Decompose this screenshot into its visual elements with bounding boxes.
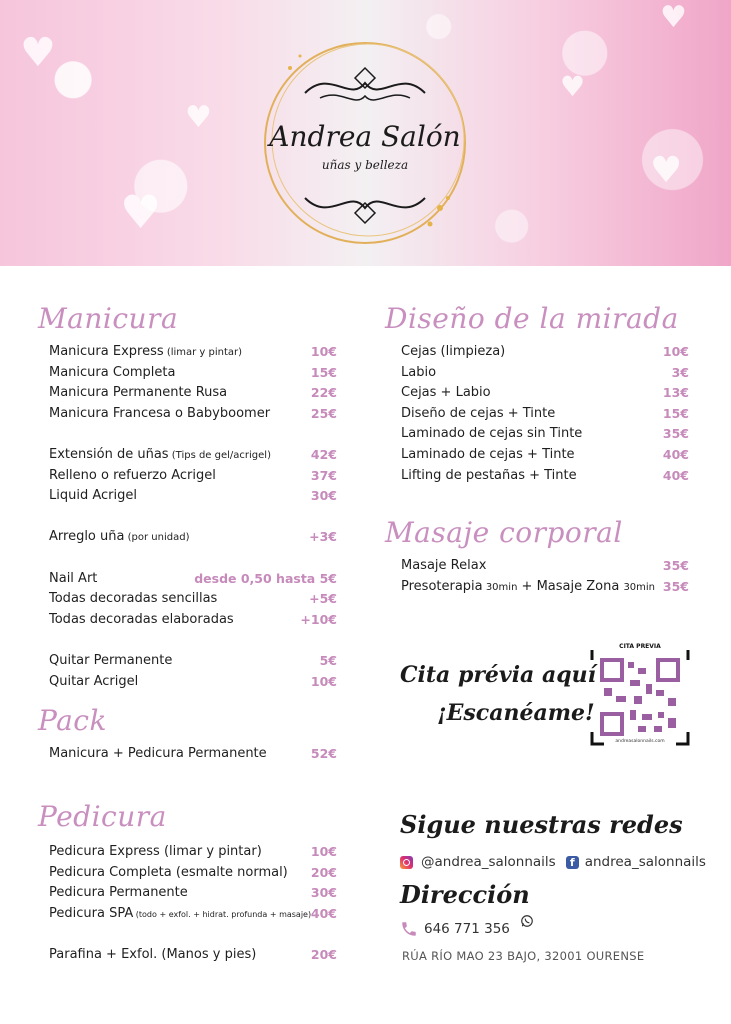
section-title-pack: Pack	[38, 704, 107, 737]
service-price: 37€	[310, 467, 337, 483]
service-price: 10€	[310, 844, 337, 859]
service-name: Nail Art	[49, 570, 98, 586]
heart-decoration: ♥	[185, 100, 212, 135]
service-price: 40€	[310, 905, 337, 921]
heart-decoration: ♥	[120, 185, 162, 239]
service-name: Pedicura Completa (esmalte normal)	[49, 864, 288, 880]
phone-icon	[400, 920, 418, 938]
mirada-list	[401, 342, 689, 486]
service-note: 30min	[482, 581, 518, 593]
heart-decoration: ♥	[560, 70, 586, 103]
service-name: Manicura Francesa o Babyboomer	[49, 405, 271, 421]
service-name: Extensión de uñas (Tips de gel/acrigel)	[49, 446, 271, 462]
service-name: Cejas + Labio	[401, 385, 491, 401]
price-row	[49, 945, 337, 966]
service-name: Diseño de cejas + Tinte	[401, 405, 556, 421]
service-price: 30€	[310, 488, 337, 504]
logo-title: Andrea Salón	[269, 120, 461, 153]
service-price: 20€	[310, 946, 337, 962]
price-row	[49, 342, 337, 363]
service-price: 15€	[310, 364, 337, 380]
service-name: Parafina + Exfol. (Manos y pies)	[49, 946, 257, 962]
service-name: Quitar Acrigel	[49, 673, 139, 689]
qr-label: CITA PREVIA	[590, 643, 690, 650]
heart-decoration: ♥	[650, 150, 683, 191]
service-name: Arreglo uña (por unidad)	[49, 529, 190, 545]
service-price: 52€	[310, 746, 337, 761]
price-row	[49, 672, 337, 693]
price-row	[401, 383, 689, 404]
service-note: (por unidad)	[124, 532, 190, 544]
phone-row	[400, 920, 534, 938]
service-price: 25€	[310, 405, 337, 421]
price-row	[401, 424, 689, 445]
whatsapp-icon[interactable]	[520, 914, 534, 928]
heart-decoration: ♥	[20, 30, 56, 76]
service-price: 35€	[662, 558, 689, 573]
instagram-handle[interactable]: @andrea_salonnails	[421, 854, 556, 870]
price-row	[401, 466, 689, 487]
service-price: 40€	[662, 446, 689, 462]
service-note: (limar y pintar)	[163, 347, 243, 358]
price-row	[49, 883, 337, 904]
pack-list	[49, 744, 337, 765]
service-name: Laminado de cejas sin Tinte	[401, 426, 583, 442]
service-price: 20€	[310, 864, 337, 880]
price-row	[401, 363, 689, 384]
price-row	[401, 445, 689, 466]
service-name: Laminado de cejas + Tinte	[401, 446, 575, 462]
service-price: 35€	[662, 426, 689, 442]
address: RÚA RÍO MAO 23 BAJO, 32001 OURENSE	[402, 949, 645, 963]
price-row	[401, 577, 689, 598]
service-price: 10€	[310, 344, 337, 359]
price-row	[49, 527, 337, 548]
service-price: 13€	[662, 385, 689, 401]
service-name: Todas decoradas sencillas	[49, 591, 218, 607]
service-price: 5€	[319, 652, 337, 668]
price-row	[49, 610, 337, 631]
price-row	[401, 404, 689, 425]
redes-title: Sigue nuestras redes	[400, 810, 683, 839]
service-name: Labio	[401, 364, 437, 380]
service-price: 15€	[662, 405, 689, 421]
service-price: 3€	[671, 364, 689, 380]
list-gap	[49, 424, 337, 445]
qr-frame	[590, 646, 690, 746]
service-name: Masaje Relax	[401, 558, 487, 573]
list-gap	[49, 507, 337, 528]
cita-line2: ¡Escanéame!	[437, 700, 595, 726]
price-row	[49, 904, 337, 925]
price-row	[49, 404, 337, 425]
logo-subtitle: uñas y belleza	[321, 158, 409, 172]
list-gap	[49, 630, 337, 651]
service-name: Manicura Permanente Rusa	[49, 385, 228, 401]
service-price: +5€	[309, 591, 337, 607]
social-links	[400, 854, 706, 870]
manicura-list	[49, 342, 337, 692]
service-price: 10€	[662, 344, 689, 359]
masaje-list	[401, 556, 689, 597]
qr-code[interactable]	[590, 643, 690, 746]
service-price: +10€	[300, 611, 337, 627]
phone-number[interactable]: 646 771 356	[424, 921, 510, 937]
logo	[250, 28, 480, 258]
section-title-masaje: Masaje corporal	[385, 516, 623, 549]
service-name: Pedicura SPA (todo + exfol. + hidrat. profunda + masaje)	[49, 905, 312, 921]
price-row	[49, 486, 337, 507]
service-name: Relleno o refuerzo Acrigel	[49, 467, 216, 483]
service-price: 40€	[662, 467, 689, 483]
price-row	[49, 842, 337, 863]
instagram-icon[interactable]	[400, 856, 413, 869]
list-gap	[49, 924, 337, 945]
service-name: Pedicura Express (limar y pintar)	[49, 844, 262, 859]
service-name: Quitar Permanente	[49, 652, 173, 668]
price-row	[49, 651, 337, 672]
facebook-icon[interactable]: f	[566, 856, 579, 869]
service-name: Cejas (limpieza)	[401, 344, 506, 359]
direccion-title: Dirección	[400, 880, 530, 909]
service-name: Pedicura Permanente	[49, 885, 188, 901]
service-price: desde 0,50 hasta 5€	[194, 570, 337, 586]
service-name: Lifting de pestañas + Tinte	[401, 467, 577, 483]
list-gap	[49, 548, 337, 569]
service-name: Manicura Completa	[49, 364, 176, 380]
service-price: 30€	[310, 885, 337, 901]
section-title-pedicura: Pedicura	[38, 800, 167, 833]
price-row	[49, 445, 337, 466]
cita-line1: Cita prévia aquí	[400, 662, 596, 688]
price-row	[49, 863, 337, 884]
qr-url: andreasalonnails.com	[615, 739, 665, 744]
service-price: +3€	[309, 529, 337, 545]
service-note: (Tips de gel/acrigel)	[168, 449, 271, 461]
price-row	[49, 589, 337, 610]
service-name: Manicura Express (limar y pintar)	[49, 344, 243, 359]
service-name: Todas decoradas elaboradas	[49, 611, 234, 627]
header-banner	[0, 0, 731, 266]
service-note: 30min	[623, 581, 656, 593]
pedicura-list	[49, 842, 337, 966]
price-row	[401, 342, 689, 363]
service-price: 35€	[662, 578, 689, 594]
price-row	[49, 383, 337, 404]
service-name: Presoterapia 30min + Masaje Zona 30min	[401, 578, 656, 594]
service-price: 42€	[310, 446, 337, 462]
price-row	[49, 466, 337, 487]
price-row	[401, 556, 689, 577]
service-price: 10€	[310, 673, 337, 689]
price-row	[49, 569, 337, 590]
price-row	[49, 363, 337, 384]
price-row	[49, 744, 337, 765]
heart-decoration: ♥	[660, 0, 687, 35]
section-title-manicura: Manicura	[38, 302, 179, 335]
service-name: Manicura + Pedicura Permanente	[49, 746, 267, 761]
section-title-mirada: Diseño de la mirada	[385, 302, 679, 335]
facebook-handle[interactable]: andrea_salonnails	[584, 854, 706, 870]
service-note: (todo + exfol. + hidrat. profunda + masaje)	[133, 909, 312, 919]
service-name: Liquid Acrigel	[49, 488, 137, 504]
service-price: 22€	[310, 385, 337, 401]
